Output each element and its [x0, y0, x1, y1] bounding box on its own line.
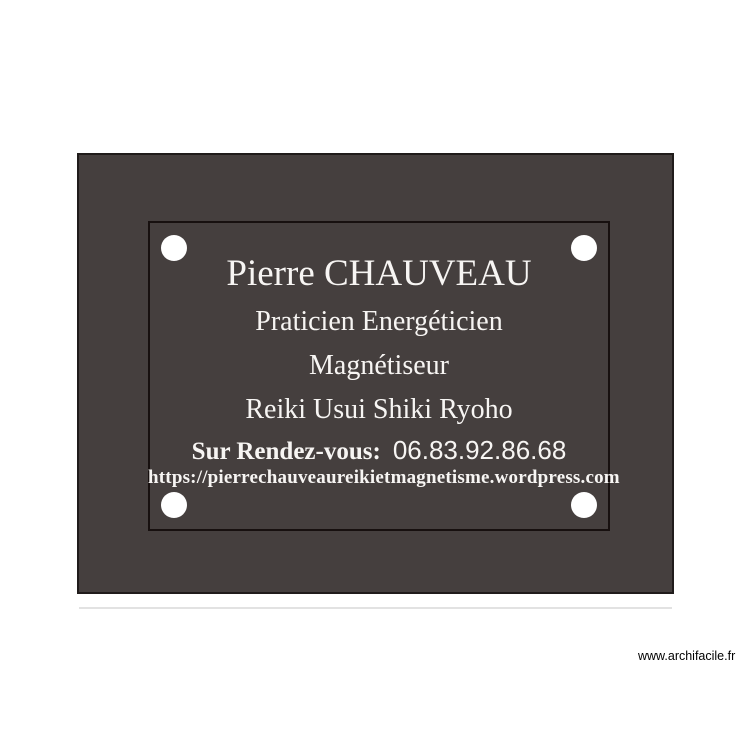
- plaque-shadow-line: [79, 607, 672, 609]
- phone-number: 06.83.92.86.68: [392, 435, 567, 465]
- plaque-profession-2: Magnétiseur: [309, 350, 449, 381]
- plaque-website-url: https://pierrechauveaureikietmagnetisme.wordpress.com: [148, 467, 620, 488]
- appointment-label: Sur Rendez-vous:: [191, 438, 381, 465]
- plaque-name: Pierre CHAUVEAU: [226, 253, 532, 294]
- screw-hole-bottom-right: [571, 492, 597, 518]
- plaque-profession-3: Reiki Usui Shiki Ryoho: [245, 394, 513, 425]
- plaque-profession-1: Praticien Energéticien: [255, 306, 503, 337]
- screw-hole-bottom-left: [161, 492, 187, 518]
- plaque-appointment-line: [148, 435, 610, 466]
- archifacile-watermark: www.archifacile.fr: [638, 649, 736, 663]
- plaque[interactable]: [77, 153, 674, 594]
